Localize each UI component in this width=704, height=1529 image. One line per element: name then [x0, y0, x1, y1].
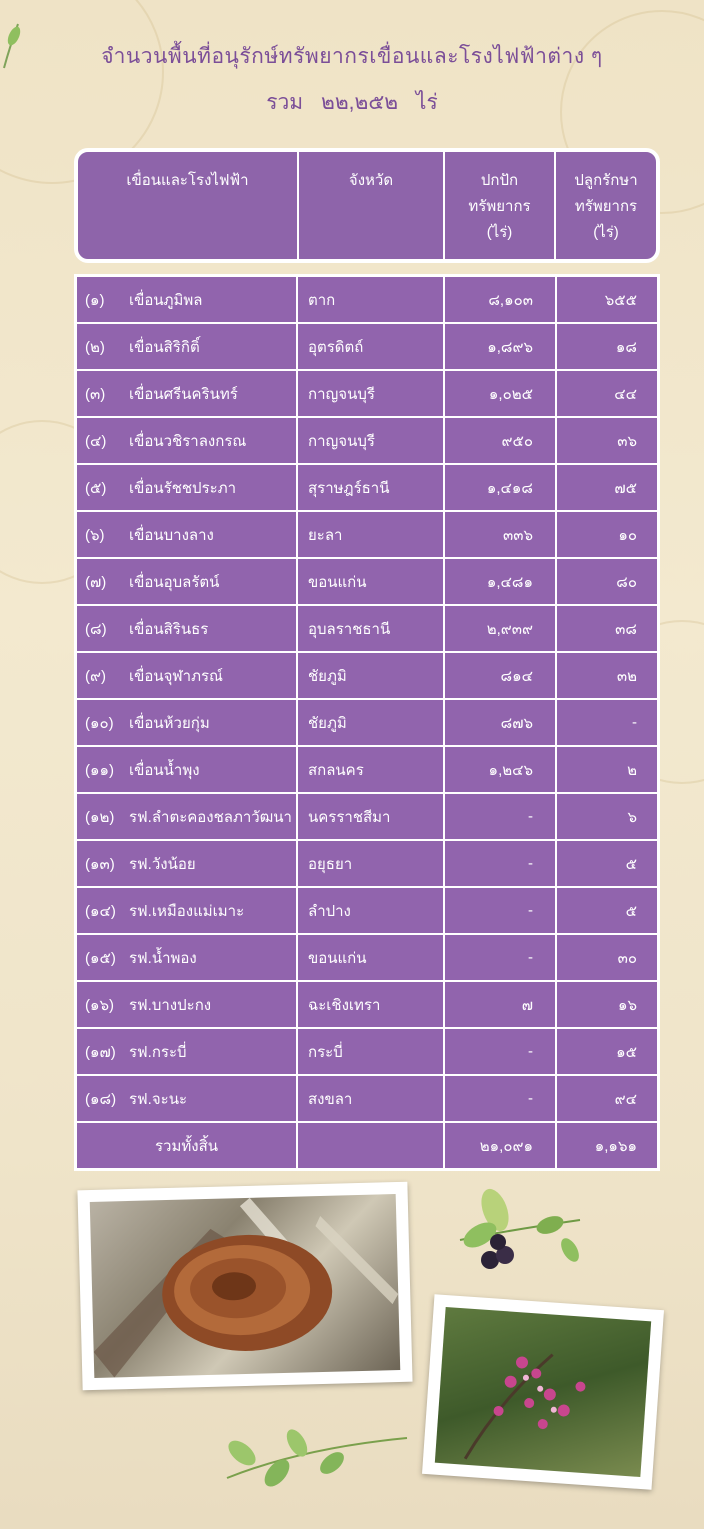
protect-area-cell: -: [445, 1029, 555, 1074]
dam-name: เขื่อนภูมิพล: [129, 291, 203, 309]
dam-name: เขื่อนน้ำพุง: [129, 761, 200, 779]
dam-name: รฟ.เหมืองแม่เมาะ: [129, 902, 245, 920]
province-cell: กระบี่: [298, 1029, 443, 1074]
plant-area-cell: ๖๕๕: [557, 277, 657, 322]
table-row: [77, 606, 657, 651]
dam-name: รฟ.จะนะ: [129, 1090, 188, 1108]
dam-name-cell: [77, 747, 296, 792]
dam-name: เขื่อนห้วยกุ่ม: [129, 714, 210, 732]
dam-name: เขื่อนรัชชประภา: [129, 479, 237, 497]
table-header: [74, 148, 660, 263]
plant-area-cell: ๓๘: [557, 606, 657, 651]
protect-area-cell: ๘๑๔: [445, 653, 555, 698]
flower-photo: [422, 1294, 664, 1490]
plant-area-cell: ๑๘: [557, 324, 657, 369]
total-plant-value: ๑,๑๖๑: [557, 1123, 657, 1168]
province-cell: อุตรดิตถ์: [298, 324, 443, 369]
protect-area-cell: -: [445, 794, 555, 839]
dam-name-cell: [77, 653, 296, 698]
dam-name: เขื่อนศรีนครินทร์: [129, 385, 238, 403]
province-cell: ตาก: [298, 277, 443, 322]
row-number: (๑๗): [85, 1043, 116, 1061]
table-row: [77, 794, 657, 839]
protect-area-cell: ๒,๙๓๙: [445, 606, 555, 651]
row-number: (๘): [85, 620, 107, 638]
row-number: (๓): [85, 385, 106, 403]
table-row: [77, 465, 657, 510]
row-number: (๑๖): [85, 996, 115, 1014]
protect-area-cell: -: [445, 1076, 555, 1121]
protect-area-cell: ๙๕๐: [445, 418, 555, 463]
total-province: [298, 1123, 443, 1168]
table-row: [77, 747, 657, 792]
table-row: [77, 371, 657, 416]
row-number: (๕): [85, 479, 107, 497]
dam-name: รฟ.กระบี่: [129, 1043, 187, 1061]
dam-name-cell: [77, 465, 296, 510]
dam-name-cell: [77, 559, 296, 604]
page-title: จำนวนพื้นที่อนุรักษ์ทรัพยากรเขื่อนและโรงไฟฟ้าต่าง ๆ: [101, 45, 603, 68]
row-number: (๑๘): [85, 1090, 117, 1108]
table-row: [77, 841, 657, 886]
plant-area-cell: ๑๖: [557, 982, 657, 1027]
province-cell: อยุธยา: [298, 841, 443, 886]
province-cell: นครราชสีมา: [298, 794, 443, 839]
dam-name: รฟ.ลำตะคองชลภาวัฒนา: [129, 808, 292, 826]
row-number: (๔): [85, 432, 107, 450]
mushroom-photo: [77, 1182, 412, 1391]
protect-area-cell: ๘๗๖: [445, 700, 555, 745]
dam-name-cell: [77, 1076, 296, 1121]
province-cell: ขอนแก่น: [298, 559, 443, 604]
table-row: [77, 1029, 657, 1074]
dam-name: รฟ.วังน้อย: [129, 855, 196, 873]
table-row: [77, 1076, 657, 1121]
province-cell: ชัยภูมิ: [298, 700, 443, 745]
table-row: [77, 982, 657, 1027]
dam-name-cell: [77, 418, 296, 463]
dam-name-cell: [77, 794, 296, 839]
protect-area-cell: ๘,๑๐๓: [445, 277, 555, 322]
dam-name: เขื่อนบางลาง: [129, 526, 214, 544]
dam-name: เขื่อนสิรินธร: [129, 620, 209, 638]
province-cell: ยะลา: [298, 512, 443, 557]
dam-name: รฟ.บางปะกง: [129, 996, 212, 1014]
dam-name-cell: [77, 841, 296, 886]
protect-area-cell: -: [445, 841, 555, 886]
plant-area-cell: -: [557, 700, 657, 745]
row-number: (๖): [85, 526, 105, 544]
column-header-plant: ปลูกรักษา ทรัพยากร (ไร่): [574, 172, 638, 241]
dam-name: เขื่อนจุฬาภรณ์: [129, 667, 223, 685]
protect-area-cell: ๑,๒๔๖: [445, 747, 555, 792]
plant-area-cell: ๒: [557, 747, 657, 792]
protect-area-cell: ๑,๔๑๘: [445, 465, 555, 510]
dam-name-cell: [77, 982, 296, 1027]
table-row: [77, 888, 657, 933]
row-number: (๑๓): [85, 855, 115, 873]
total-protect-value: ๒๑,๐๙๑: [445, 1123, 555, 1168]
plant-area-cell: ๓๐: [557, 935, 657, 980]
province-cell: สงขลา: [298, 1076, 443, 1121]
total-area-subtitle: รวม ๒๒,๒๕๒ ไร่: [266, 91, 438, 114]
plant-area-cell: ๓๖: [557, 418, 657, 463]
plant-area-cell: ๕: [557, 841, 657, 886]
plant-area-cell: ๔๔: [557, 371, 657, 416]
dam-name-cell: [77, 888, 296, 933]
table-body: [74, 274, 660, 1171]
table-row: [77, 324, 657, 369]
plant-area-cell: ๓๒: [557, 653, 657, 698]
row-number: (๙): [85, 667, 106, 685]
province-cell: กาญจนบุรี: [298, 418, 443, 463]
table-row: [77, 935, 657, 980]
province-cell: ฉะเชิงเทรา: [298, 982, 443, 1027]
plant-area-cell: ๖: [557, 794, 657, 839]
dam-name: รฟ.น้ำพอง: [129, 949, 197, 967]
protect-area-cell: ๑,๐๒๕: [445, 371, 555, 416]
column-header-name: เขื่อนและโรงไฟฟ้า: [78, 152, 299, 259]
row-number: (๑๔): [85, 902, 116, 920]
plant-area-cell: ๑๕: [557, 1029, 657, 1074]
table-row: [77, 277, 657, 322]
berry-decoration: [450, 1180, 590, 1290]
dam-name: เขื่อนสิริกิติ์: [129, 338, 200, 356]
protect-area-cell: ๗: [445, 982, 555, 1027]
dam-name-cell: [77, 512, 296, 557]
dam-name-cell: [77, 935, 296, 980]
protect-area-cell: ๑,๘๙๖: [445, 324, 555, 369]
row-number: (๑๑): [85, 761, 115, 779]
plant-area-cell: ๘๐: [557, 559, 657, 604]
dam-name-cell: [77, 277, 296, 322]
province-cell: ขอนแก่น: [298, 935, 443, 980]
province-cell: ชัยภูมิ: [298, 653, 443, 698]
total-row: [77, 1123, 657, 1168]
table-row: [77, 418, 657, 463]
row-number: (๑๕): [85, 949, 116, 967]
protect-area-cell: ๑,๔๘๑: [445, 559, 555, 604]
province-cell: สุราษฎร์ธานี: [298, 465, 443, 510]
total-label: รวมทั้งสิ้น: [77, 1123, 296, 1168]
plant-area-cell: ๑๐: [557, 512, 657, 557]
plant-area-cell: ๕: [557, 888, 657, 933]
row-number: (๗): [85, 573, 107, 591]
protect-area-cell: -: [445, 935, 555, 980]
dam-name: เขื่อนอุบลรัตน์: [129, 573, 220, 591]
protect-area-cell: ๓๓๖: [445, 512, 555, 557]
province-cell: ลำปาง: [298, 888, 443, 933]
row-number: (๑๒): [85, 808, 115, 826]
column-header-province: จังหวัด: [299, 152, 445, 259]
dam-name-cell: [77, 700, 296, 745]
table-row: [77, 653, 657, 698]
dam-name-cell: [77, 324, 296, 369]
protect-area-cell: -: [445, 888, 555, 933]
dam-name-cell: [77, 371, 296, 416]
dam-name-cell: [77, 606, 296, 651]
province-cell: สกลนคร: [298, 747, 443, 792]
dam-name: เขื่อนวชิราลงกรณ: [129, 432, 247, 450]
row-number: (๑): [85, 291, 105, 309]
province-cell: กาญจนบุรี: [298, 371, 443, 416]
row-number: (๑๐): [85, 714, 114, 732]
leaf-decoration: [222, 1418, 412, 1498]
plant-area-cell: ๙๔: [557, 1076, 657, 1121]
province-cell: อุบลราชธานี: [298, 606, 443, 651]
column-header-protect: ปกปัก ทรัพยากร (ไร่): [445, 152, 556, 259]
table-row: [77, 512, 657, 557]
row-number: (๒): [85, 338, 105, 356]
table-row: [77, 559, 657, 604]
dam-name-cell: [77, 1029, 296, 1074]
table-row: [77, 700, 657, 745]
plant-area-cell: ๗๕: [557, 465, 657, 510]
